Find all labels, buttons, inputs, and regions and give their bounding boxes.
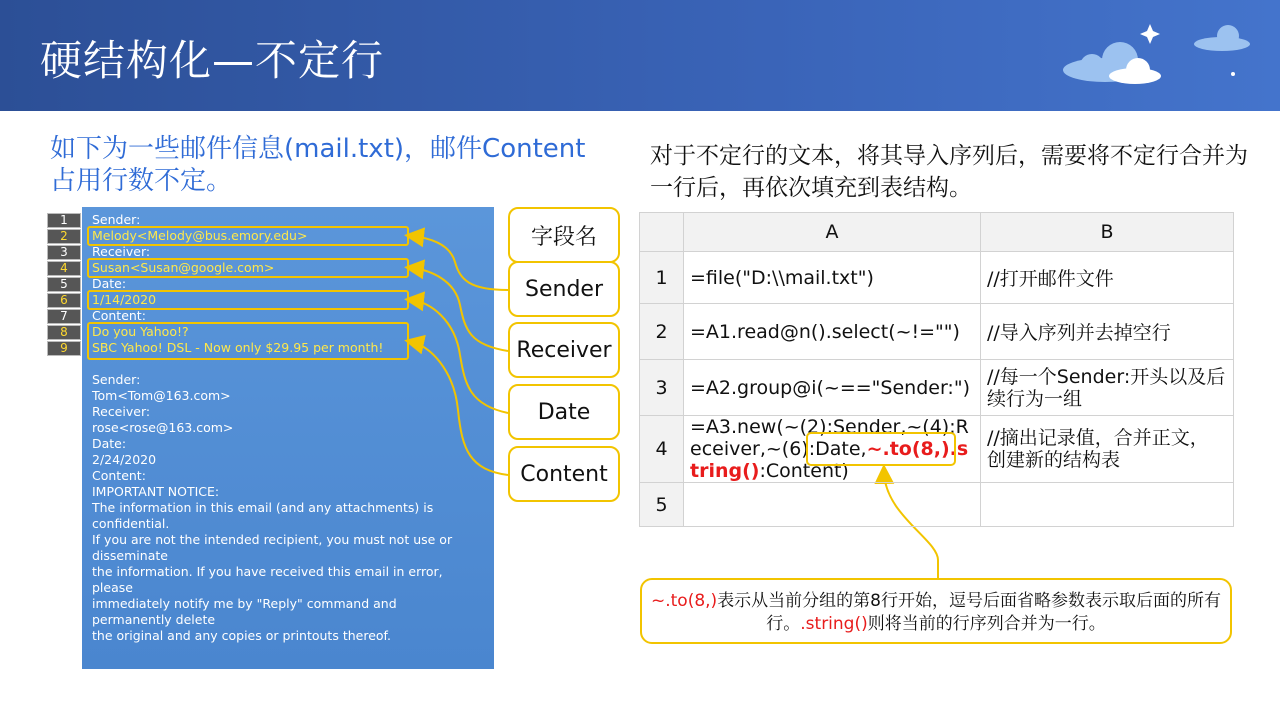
line-number: 1 (47, 213, 81, 228)
note-part: .string() (800, 614, 868, 634)
mail-line: Melody<Melody@bus.emory.edu> (92, 228, 308, 243)
grid-cell-a5[interactable] (684, 483, 981, 527)
note-part: ~.to(8,) (650, 591, 718, 611)
grid-cell-b4[interactable]: //摘出记录值，合并正文，创建新的结构表 (981, 416, 1234, 483)
line-number: 6 (47, 293, 81, 308)
col-header-a[interactable]: A (684, 213, 981, 252)
mail-line: permanently delete (92, 612, 216, 627)
mail-line: 1/14/2020 (92, 292, 157, 307)
string-function-highlight: ~.to(8,).string() (690, 438, 969, 482)
mail-line: the information. If you have received this email in error, (92, 564, 443, 579)
grid-cell-a1[interactable]: =file("D:\\mail.txt") (684, 252, 981, 304)
mail-line: Date: (92, 436, 127, 451)
mail-line: rose<rose@163.com> (92, 420, 234, 435)
line-number: 2 (47, 229, 81, 244)
mail-line: immediately notify me by "Reply" command and (92, 596, 397, 611)
mail-line: disseminate (92, 548, 168, 563)
code-part: :Content) (759, 460, 849, 482)
mail-line: Do you Yahoo!? (92, 324, 189, 339)
row-header[interactable]: 1 (640, 252, 684, 304)
grid-corner-cell (640, 213, 684, 252)
mail-line: IMPORTANT NOTICE: (92, 484, 220, 499)
grid-cell-b2[interactable]: //导入序列并去掉空行 (981, 304, 1234, 360)
row-header[interactable]: 3 (640, 360, 684, 416)
intro-right-text: 对于不定行的文本，将其导入序列后，需要将不定行合并为一行后，再依次填充到表结构。 (650, 143, 1248, 201)
mail-line: Tom<Tom@163.com> (92, 388, 231, 403)
slide-title: 硬结构化—不定行 (40, 36, 385, 85)
mail-line: Sender: (92, 372, 141, 387)
grid-cell-b3[interactable]: //每一个Sender:开头以及后续行为一组 (981, 360, 1234, 416)
row-header[interactable]: 5 (640, 483, 684, 527)
line-number: 3 (47, 245, 81, 260)
mail-line: If you are not the intended recipient, you must not use or (92, 532, 453, 547)
mail-line: confidential. (92, 516, 170, 531)
code-part: =A3.new(~(2):Sender,~(4):Receiver,~(6):Date, (690, 416, 969, 460)
intro-left-text: 如下为一些邮件信息(mail.txt)，邮件Content占用行数不定。 (50, 134, 586, 196)
note-part: 则将当前的行序列合并为一行。 (867, 614, 1106, 634)
field-sender-box: Sender (508, 261, 620, 317)
line-number: 4 (47, 261, 81, 276)
mail-line: the original and any copies or printouts thereof. (92, 628, 391, 643)
field-date-box: Date (508, 384, 620, 440)
row-header[interactable]: 2 (640, 304, 684, 360)
row-header[interactable]: 4 (640, 416, 684, 483)
field-content-box: Content (508, 446, 620, 502)
grid-cell-b1[interactable]: //打开邮件文件 (981, 252, 1234, 304)
field-header-box: 字段名 (508, 207, 620, 263)
explanation-note (640, 578, 1232, 644)
mail-line: Sender: (92, 212, 141, 227)
mail-line: Date: (92, 276, 127, 291)
note-part: 表示从当前分组的第8行开始，逗号后面省略参数表示取后面的所有行。 (717, 591, 1222, 634)
line-number: 5 (47, 277, 81, 292)
expression-highlight-box (806, 432, 956, 466)
field-receiver-box: Receiver (508, 322, 620, 378)
mail-line: 2/24/2020 (92, 452, 157, 467)
mail-line: please (92, 580, 133, 595)
mail-line: Receiver: (92, 244, 151, 259)
mail-line: Susan<Susan@google.com> (92, 260, 275, 275)
mail-line: Receiver: (92, 404, 151, 419)
mail-line: Content: (92, 468, 146, 483)
mail-line: SBC Yahoo! DSL - Now only $29.95 per month! (92, 340, 384, 355)
line-number: 8 (47, 325, 81, 340)
col-header-b[interactable]: B (981, 213, 1234, 252)
line-number: 7 (47, 309, 81, 324)
grid-cell-a2[interactable]: =A1.read@n().select(~!="") (684, 304, 981, 360)
mail-line: Content: (92, 308, 146, 323)
grid-cell-b5[interactable] (981, 483, 1234, 527)
mail-line: The information in this email (and any attachments) is (92, 500, 434, 515)
grid-cell-a3[interactable]: =A2.group@i(~=="Sender:") (684, 360, 981, 416)
line-number: 9 (47, 341, 81, 356)
script-grid (639, 212, 1234, 527)
